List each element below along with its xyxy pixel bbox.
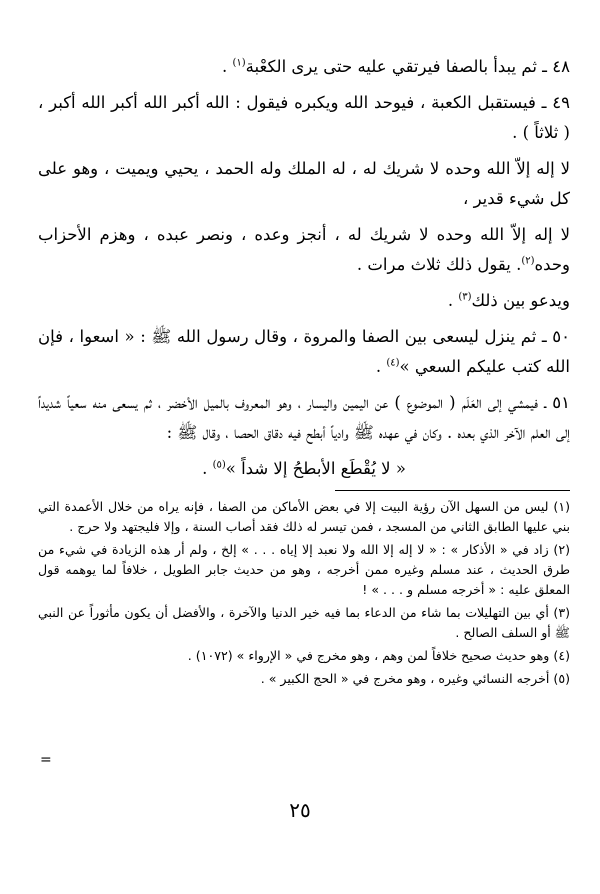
paragraph-text: ٤٨ ـ ثم يبدأ بالصفا فيرتقي عليه حتى يرى الكعْبة — [245, 57, 570, 76]
paragraph-text: لا إله إلاّ الله وحده لا شريك له ، أنجز وعده ، ونصر عبده ، وهزم الأحزاب وحده — [38, 225, 570, 274]
footnote-divider — [335, 490, 570, 491]
footnote-ref[interactable]: (٤) — [386, 357, 400, 369]
paragraph-tail: . — [202, 459, 213, 478]
paragraph-text: لا إله إلاّ الله وحده لا شريك له ، له الملك وله الحمد ، يحيي ويميت ، وهو على كل شيء قدير ، — [38, 159, 570, 208]
footnote-text: زاد في « الأذكار » : « لا إله إلا الله ولا نعبد إلا إياه . . . » إلخ ، ولم أر هذه الزيادة في شيء من طرق الحديث ، عند مسلم وغيره ممن أخرجه ، وهو من حديث جابر الطويل ، خلافاً لما يوهمه قول المعلق عليه : « أخرجه مسلم و . . . » ! — [38, 542, 570, 597]
paragraph-tahlil-1 — [38, 154, 570, 214]
footnote-1 — [38, 497, 570, 537]
footnote-ref[interactable]: (٥) — [212, 459, 226, 471]
paragraph-49 — [38, 88, 570, 148]
footnote-label: (٤) — [553, 648, 570, 663]
page-number: ٢٥ — [289, 798, 311, 822]
paragraph-text: ويدعو بين ذلك — [471, 291, 570, 310]
footnotes — [38, 497, 570, 689]
page-body — [38, 52, 570, 692]
footnote-ref[interactable]: (٢) — [521, 255, 535, 267]
footnote-label: (١) — [553, 499, 570, 514]
footnote-label: (٥) — [553, 671, 570, 686]
footnote-3 — [38, 603, 570, 643]
paragraph-tail: . يقول ذلك ثلاث مرات . — [356, 255, 522, 274]
footnote-5 — [38, 669, 570, 689]
paragraph-dua — [38, 286, 570, 316]
paragraph-text: ٥١ ـ فيمشي إلى العَلَم ( الموضوع ) عن اليمين واليسار ، وهو المعروف بالميل الأخضر ، ثم يسعى منه سعياً شديداً إلى العلم الآخر الذي بعده . وكان في عهده ﷺ وادياً أبطح فيه دقاق الحصا ، وقال ﷺ : — [38, 393, 570, 442]
margin-mark: = — [40, 752, 52, 768]
footnote-text: وهو حديث صحيح خلافاً لمن وهم ، وهو مخرج في « الإرواء » (١٠٧٢) . — [187, 648, 550, 663]
paragraph-tail: . — [447, 291, 459, 310]
paragraph-tail: . — [375, 357, 387, 376]
paragraph-text: ٤٩ ـ فيستقبل الكعبة ، فيوحد الله ويكبره فيقول : الله أكبر الله أكبر الله أكبر ، ( ثلاثاً ) . — [38, 93, 570, 142]
paragraph-50 — [38, 322, 570, 382]
footnote-text: أخرجه النسائي وغيره ، وهو مخرج في « الحج الكبير » . — [260, 671, 550, 686]
footnote-ref[interactable]: (٣) — [458, 291, 472, 303]
footnote-ref[interactable]: (١) — [232, 57, 246, 69]
paragraph-tail: . — [221, 57, 233, 76]
footnote-text: ليس من السهل الآن رؤية البيت إلا في بعض الأماكن من الصفا ، فإنه يراه من خلال الأعمدة التي بني عليها الطابق الثاني من المسجد ، فمن تيسر له ذلك فقد أصاب السنة ، وإلا فليجتهد ولا حرج . — [38, 499, 570, 534]
paragraph-48 — [38, 52, 570, 82]
footnote-text: أي بين التهليلات بما شاء من الدعاء بما فيه خير الدنيا والآخرة ، والأفضل أن يكون مأثوراً عن النبي ﷺ أو السلف الصالح . — [38, 605, 570, 640]
main-text — [38, 52, 570, 484]
footnote-4 — [38, 646, 570, 666]
paragraph-text: ٥٠ ـ ثم ينزل ليسعى بين الصفا والمروة ، وقال رسول الله ﷺ : « اسعوا ، فإن الله كتب عليكم السعي » — [38, 327, 570, 376]
paragraph-tahlil-2 — [38, 220, 570, 280]
footnote-2 — [38, 540, 570, 600]
paragraph-text: « لا يُقْطَع الأبطحُ إلا شداً » — [225, 459, 406, 478]
footnote-label: (٣) — [553, 605, 570, 620]
paragraph-hadith — [38, 454, 570, 484]
paragraph-51 — [38, 388, 570, 448]
footnote-label: (٢) — [553, 542, 570, 557]
